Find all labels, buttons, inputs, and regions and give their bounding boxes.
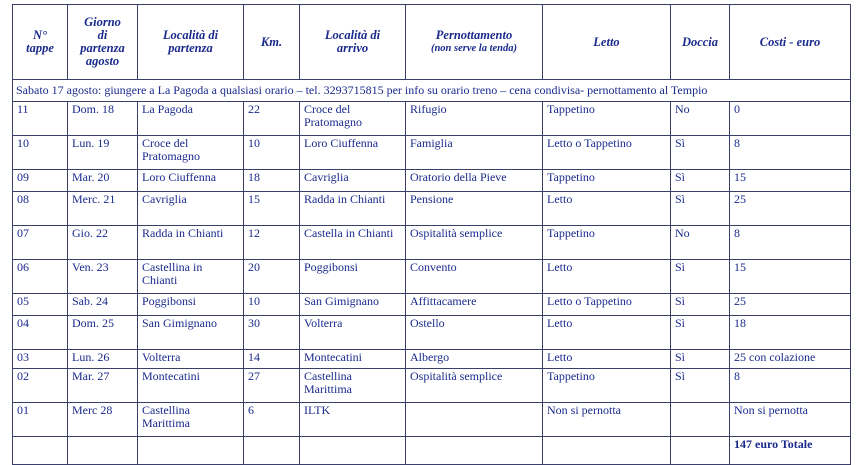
header-giorno: Giorno di partenza agosto [68, 5, 138, 80]
cell-giorno: Merc 28 [68, 403, 138, 437]
table-row [13, 136, 851, 170]
cell-letto: Tappetino [543, 226, 671, 260]
cell-partenza: Castellina in Chianti [138, 260, 244, 294]
cell-pernottamento [406, 403, 543, 437]
header-doccia: Doccia [671, 5, 730, 80]
cell-pernottamento: Oratorio della Pieve [406, 170, 543, 192]
cell-letto: Letto [543, 350, 671, 369]
cell-costo: 25 [730, 192, 851, 226]
cell-km: 10 [244, 294, 300, 316]
itinerary-table [12, 4, 851, 465]
cell-tappa: 11 [13, 102, 68, 136]
cell-costo: 8 [730, 226, 851, 260]
cell-doccia [671, 403, 730, 437]
cell-letto: Letto [543, 192, 671, 226]
cell-costo: 8 [730, 136, 851, 170]
cell-arrivo: Castella in Chianti [300, 226, 406, 260]
cell-tappa: 03 [13, 350, 68, 369]
cell-partenza: Castellina Marittima [138, 403, 244, 437]
cell-tappa: 06 [13, 260, 68, 294]
table-row [13, 170, 851, 192]
total-row [13, 437, 851, 465]
cell-costo: 25 [730, 294, 851, 316]
cell-costo: 8 [730, 369, 851, 403]
cell-giorno: Lun. 19 [68, 136, 138, 170]
cell-pernottamento: Ospitalità semplice [406, 226, 543, 260]
cell-tappa: 05 [13, 294, 68, 316]
cell-km: 30 [244, 316, 300, 350]
cell-tappa: 10 [13, 136, 68, 170]
cell-giorno: Lun. 26 [68, 350, 138, 369]
cell-costo: 15 [730, 170, 851, 192]
cell-arrivo: Castellina Marittima [300, 369, 406, 403]
cell-doccia: Sì [671, 369, 730, 403]
cell-km: 15 [244, 192, 300, 226]
cell-empty [543, 437, 671, 465]
cell-costo: 0 [730, 102, 851, 136]
cell-pernottamento: Ostello [406, 316, 543, 350]
cell-arrivo: Volterra [300, 316, 406, 350]
cell-doccia: Sì [671, 260, 730, 294]
table-row [13, 192, 851, 226]
header-letto: Letto [543, 5, 671, 80]
cell-km: 18 [244, 170, 300, 192]
cell-empty [406, 437, 543, 465]
cell-tappa: 02 [13, 369, 68, 403]
cell-giorno: Gio. 22 [68, 226, 138, 260]
cell-partenza: San Gimignano [138, 316, 244, 350]
header-km: Km. [244, 5, 300, 80]
total-cost: 147 euro Totale [730, 437, 851, 465]
table-row [13, 350, 851, 369]
cell-partenza: Radda in Chianti [138, 226, 244, 260]
cell-letto: Letto o Tappetino [543, 136, 671, 170]
cell-letto: Non si pernotta [543, 403, 671, 437]
cell-letto: Letto [543, 316, 671, 350]
cell-doccia: No [671, 102, 730, 136]
table-row [13, 316, 851, 350]
arrival-note: Sabato 17 agosto: giungere a La Pagoda a qualsiasi orario – tel. 3293715815 per info su orario treno – cena condivisa- pernottamento al Tempio [13, 80, 851, 102]
cell-partenza: Volterra [138, 350, 244, 369]
cell-pernottamento: Convento [406, 260, 543, 294]
table-row [13, 102, 851, 136]
cell-arrivo: Poggibonsi [300, 260, 406, 294]
cell-costo: 25 con colazione [730, 350, 851, 369]
cell-empty [671, 437, 730, 465]
cell-arrivo: San Gimignano [300, 294, 406, 316]
table-row [13, 260, 851, 294]
cell-doccia: Sì [671, 294, 730, 316]
cell-doccia: Sì [671, 170, 730, 192]
note-row [13, 80, 851, 102]
cell-partenza: La Pagoda [138, 102, 244, 136]
cell-km: 6 [244, 403, 300, 437]
cell-doccia: No [671, 226, 730, 260]
table-row [13, 226, 851, 260]
cell-tappa: 08 [13, 192, 68, 226]
cell-pernottamento: Pensione [406, 192, 543, 226]
cell-km: 14 [244, 350, 300, 369]
cell-doccia: Sì [671, 136, 730, 170]
cell-arrivo: Cavriglia [300, 170, 406, 192]
cell-pernottamento: Ospitalità semplice [406, 369, 543, 403]
cell-km: 27 [244, 369, 300, 403]
cell-partenza: Loro Ciuffenna [138, 170, 244, 192]
cell-partenza: Croce del Pratomagno [138, 136, 244, 170]
cell-doccia: Sì [671, 192, 730, 226]
cell-partenza: Montecatini [138, 369, 244, 403]
header-row [13, 5, 851, 80]
cell-empty [13, 437, 68, 465]
cell-km: 10 [244, 136, 300, 170]
cell-tappa: 07 [13, 226, 68, 260]
cell-arrivo: Croce del Pratomagno [300, 102, 406, 136]
header-costi: Costi - euro [730, 5, 851, 80]
cell-letto: Letto o Tappetino [543, 294, 671, 316]
cell-empty [244, 437, 300, 465]
cell-pernottamento: Famiglia [406, 136, 543, 170]
cell-arrivo: ILTK [300, 403, 406, 437]
cell-empty [68, 437, 138, 465]
header-tappe: N° tappe [13, 5, 68, 80]
table-row [13, 369, 851, 403]
cell-letto: Tappetino [543, 170, 671, 192]
header-arrivo: Località di arrivo [300, 5, 406, 80]
cell-doccia: Sì [671, 316, 730, 350]
cell-giorno: Dom. 18 [68, 102, 138, 136]
cell-km: 12 [244, 226, 300, 260]
cell-letto: Tappetino [543, 102, 671, 136]
cell-tappa: 01 [13, 403, 68, 437]
cell-giorno: Sab. 24 [68, 294, 138, 316]
cell-km: 20 [244, 260, 300, 294]
cell-costo: 18 [730, 316, 851, 350]
cell-empty [300, 437, 406, 465]
cell-giorno: Ven. 23 [68, 260, 138, 294]
header-partenza: Località di partenza [138, 5, 244, 80]
cell-costo: 15 [730, 260, 851, 294]
cell-arrivo: Montecatini [300, 350, 406, 369]
table-row [13, 403, 851, 437]
cell-giorno: Mar. 20 [68, 170, 138, 192]
cell-doccia: Sì [671, 350, 730, 369]
itinerary-table-container [12, 4, 850, 465]
cell-partenza: Poggibonsi [138, 294, 244, 316]
cell-giorno: Merc. 21 [68, 192, 138, 226]
cell-pernottamento: Albergo [406, 350, 543, 369]
header-pernottamento: Pernottamento (non serve la tenda) [406, 5, 543, 80]
cell-arrivo: Radda in Chianti [300, 192, 406, 226]
cell-letto: Tappetino [543, 369, 671, 403]
cell-giorno: Mar. 27 [68, 369, 138, 403]
cell-tappa: 09 [13, 170, 68, 192]
cell-empty [138, 437, 244, 465]
cell-km: 22 [244, 102, 300, 136]
cell-giorno: Dom. 25 [68, 316, 138, 350]
cell-letto: Letto [543, 260, 671, 294]
cell-tappa: 04 [13, 316, 68, 350]
cell-partenza: Cavriglia [138, 192, 244, 226]
cell-pernottamento: Affittacamere [406, 294, 543, 316]
table-row [13, 294, 851, 316]
cell-costo: Non si pernotta [730, 403, 851, 437]
cell-pernottamento: Rifugio [406, 102, 543, 136]
cell-arrivo: Loro Ciuffenna [300, 136, 406, 170]
